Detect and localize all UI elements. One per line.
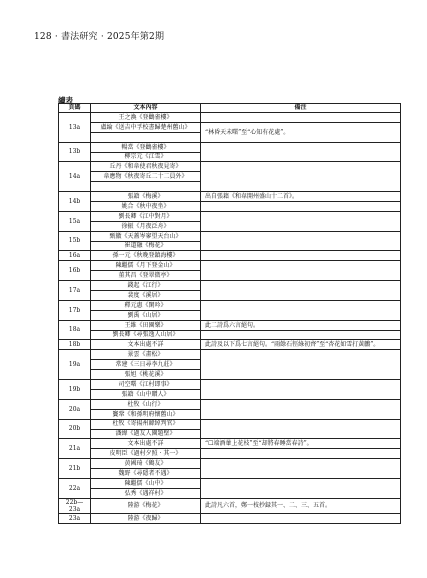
content-cell: 皮明臣《過村夕照 · 其一》 [91,449,201,459]
page-code-cell: 13b [59,142,91,162]
note-cell: 此詩及以下爲七言絕句。“雨餘石徑綠初齊”至“杏花如雪打黃鸝”。 [201,340,401,350]
content-cell: 劉長卿《江中對月》 [91,211,201,221]
content-cell: 王之渙《登鸛雀樓》 [91,113,201,123]
content-cell: 陸游《梅花》 [91,498,201,513]
content-cell: 黄國琦《鶴友》 [91,459,201,469]
content-cell: 韋應物《秋夜寄丘二十二員外》 [91,172,201,182]
note-cell [201,399,401,419]
content-cell: 陸游《夜歸》 [91,514,201,524]
note-cell [201,478,401,498]
note-cell [201,330,401,340]
table-row [59,478,401,488]
page-code-cell: 19a [59,350,91,380]
content-cell: 董其昌《登翠微亭》 [91,271,201,281]
poem-table [58,103,401,524]
table-row [59,419,401,429]
content-cell: 杜牧《寄揚州韓綽判官》 [91,419,201,429]
note-cell: 此二詩爲六言絕句。 [201,320,401,330]
content-cell: 王維《田園樂》 [91,320,201,330]
note-cell [201,350,401,380]
page-code-cell: 18a [59,320,91,340]
note-cell [201,231,401,251]
page-code-cell: 14a [59,162,91,192]
content-cell: 張籍《梅溪》 [91,192,201,202]
content-cell: 弘秀《遇祥村》 [91,488,201,498]
table-row [59,449,401,459]
table-row [59,122,401,132]
page-code-cell: 13a [59,113,91,143]
note-cell [201,261,401,281]
page-code-cell: 16b [59,261,91,281]
content-cell: 景雲《畫松》 [91,350,201,360]
content-cell: 常建《三日尋李九莊》 [91,360,201,370]
content-cell: 甄徽《天蓋岑寥望天台山》 [91,231,201,241]
page-code-cell: 17b [59,300,91,320]
table-row [59,231,401,241]
table-row [59,202,401,212]
note-cell [201,419,401,439]
table-row [59,399,401,409]
column-header-content: 文本內容 [91,104,201,113]
table-row [59,162,401,172]
note-cell [201,113,401,123]
content-cell: 文本出處不詳 [91,439,201,449]
content-cell: 文本出處不詳 [91,340,201,350]
table-row [59,459,401,469]
page-code-cell: 17a [59,281,91,301]
page-code-cell: 21b [59,459,91,479]
content-cell: 張旭《桃花溪》 [91,370,201,380]
content-cell: 孫一元《秋晚登鎮海樓》 [91,251,201,261]
content-cell: 陳繼儒《山中》 [91,478,201,488]
content-cell: 司空曙《江村即事》 [91,380,201,390]
content-cell: 盧綸《送吉中孚校書歸楚州舊山》 [91,122,201,132]
content-cell: 釋元惠《閑吟》 [91,300,201,310]
table-row [59,340,401,350]
table-row [59,211,401,221]
table-row [59,514,401,524]
content-cell: 劉禹《山居》 [91,310,201,320]
note-cell [201,459,401,479]
table-header-row [59,104,401,113]
note-cell: 出自張籍《和韋開州盛山十二首》。 [201,192,401,202]
table-row [59,350,401,360]
column-header-note: 備注 [201,104,401,113]
note-cell [201,162,401,192]
content-cell: 張籍《山中贈人》 [91,389,201,399]
note-cell: 此詩凡六首，鄭一枝抄録其一、二、三、五首。 [201,498,401,513]
table-row [59,330,401,340]
page-code-cell: 23a [59,514,91,524]
table-row [59,192,401,202]
note-cell [201,449,401,459]
table-row [59,320,401,330]
page-code-cell: 15a [59,211,91,231]
table-row [59,439,401,449]
content-cell: 姚合《秋中夜坐》 [91,202,201,212]
content-cell: 錢起《江行》 [91,281,201,291]
table-row [59,300,401,310]
table-row [59,142,401,152]
column-header-page: 頁碼 [59,104,91,113]
page-code-cell: 18b [59,340,91,350]
note-cell [201,514,401,524]
content-cell: 杜牧《山行》 [91,399,201,409]
content-cell [91,182,201,192]
content-cell: 潘緯《過友人園題壁》 [91,429,201,439]
page-code-cell: 22b—23a [59,498,91,513]
content-cell: 竇鞏《和孫明府懷舊山》 [91,409,201,419]
page-code-cell: 16a [59,251,91,261]
content-cell: 暢當《登鸛雀樓》 [91,142,201,152]
table-body [59,113,401,524]
note-cell [201,251,401,261]
table-row [59,261,401,271]
table-row [59,251,401,261]
page-code-cell: 22a [59,478,91,498]
table-row [59,380,401,390]
content-cell [91,132,201,142]
note-cell [201,380,401,400]
page-code-cell: 20b [59,419,91,439]
table-caption: 續表 [58,96,73,105]
page-code-cell: 15b [59,231,91,251]
content-cell: 裴度《溪居》 [91,291,201,301]
table-row [59,281,401,291]
note-cell [201,142,401,162]
note-cell [201,281,401,301]
content-cell: 崔道融《梅花》 [91,241,201,251]
table-row [59,498,401,513]
page-code-cell: 19b [59,380,91,400]
content-cell: 丘丹《和韋使君秋夜見寄》 [91,162,201,172]
page-code-cell: 20a [59,399,91,419]
content-cell: 徐振《月夜泛舟》 [91,221,201,231]
page-code-cell: 21a [59,439,91,459]
note-cell: “林昏天未曙”至“心知有花處”。 [201,122,401,142]
note-cell [201,211,401,231]
note-cell [201,300,401,320]
note-cell [201,202,401,212]
content-cell: 劉長卿《尋張逸人山居》 [91,330,201,340]
content-cell: 魏野《尋隱者不遇》 [91,469,201,479]
page-header: 128 · 書法研究 · 2025年第2期 [34,32,165,42]
content-cell: 柳宗元《江雪》 [91,152,201,162]
table-row [59,113,401,123]
page-code-cell: 14b [59,192,91,212]
content-cell: 陳繼儒《月下登金山》 [91,261,201,271]
note-cell: “☐端酒暈上花枝”至“却將春睡當春詩”。 [201,439,401,449]
